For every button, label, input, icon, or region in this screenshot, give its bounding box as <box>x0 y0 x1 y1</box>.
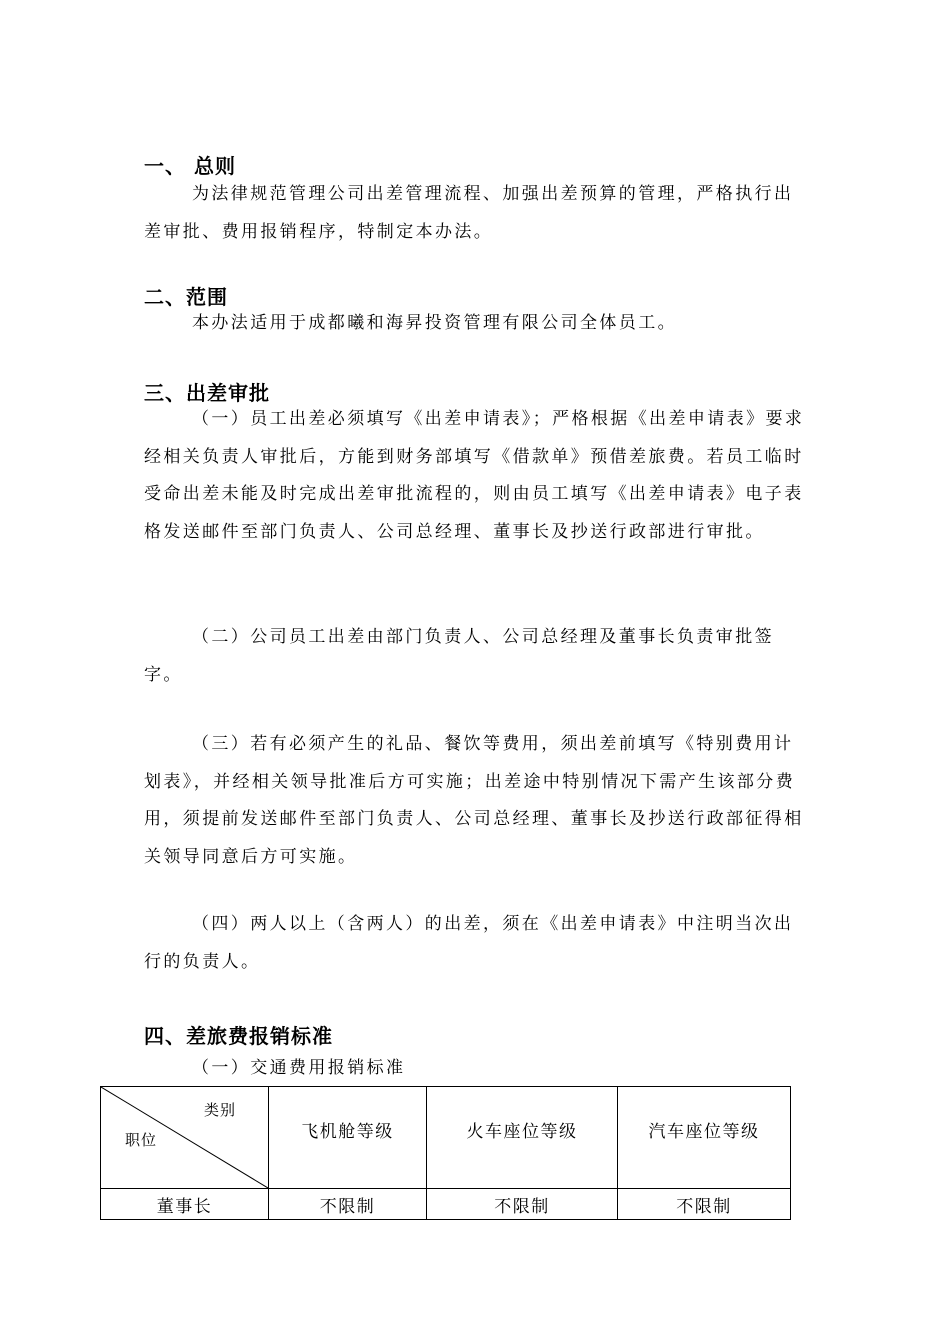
section-3-item-4: （四）两人以上（含两人）的出差，须在《出差申请表》中注明当次出行的负责人。 <box>144 914 794 972</box>
table-corner-cell <box>101 1087 269 1189</box>
table-row <box>101 1189 791 1220</box>
corner-category-label: 类别 <box>203 1101 236 1119</box>
corner-position-label: 职位 <box>125 1131 158 1149</box>
section-2-heading: 二、范围 <box>144 285 228 309</box>
section-1-paragraph: 为法律规范管理公司出差管理流程、加强出差预算的管理，严格执行出差审批、费用报销程序，特制定本办法。 <box>144 184 794 242</box>
row-cell: 不限制 <box>618 1189 791 1220</box>
section-3-item-1: （一）员工出差必须填写《出差申请表》；严格根据《出差申请表》要求经相关负责人审批后，方能到财务部填写《借款单》预借差旅费。若员工临时受命出差未能及时完成出差审批流程的，则由员工填写《出差申请表》电子表格发送邮件至部门负责人、公司总经理、董事长及抄送行政部进行审批。 <box>144 409 805 542</box>
header-bus-seat: 汽车座位等级 <box>648 1122 760 1142</box>
section-3-heading: 三、出差审批 <box>144 381 270 405</box>
table-header-cell <box>618 1087 791 1189</box>
section-3-item-2: （二）公司员工出差由部门负责人、公司总经理及董事长负责审批签字。 <box>144 627 774 685</box>
section-1-heading: 一、 总则 <box>144 154 236 178</box>
table-header-cell <box>269 1087 427 1189</box>
section-3-item-3: （三）若有必须产生的礼品、餐饮等费用，须出差前填写《特别费用计划表》，并经相关领导批准后方可实施；出差途中特别情况下需产生该部分费用，须提前发送邮件至部门负责人、公司总经理、董事长及抄送行政部征得相关领导同意后方可实施。 <box>144 734 804 867</box>
row-cell: 不限制 <box>269 1189 427 1220</box>
travel-standard-table <box>100 1086 791 1220</box>
row-position: 董事长 <box>101 1189 269 1220</box>
header-train-seat: 火车座位等级 <box>466 1122 578 1142</box>
row-cell: 不限制 <box>427 1189 618 1220</box>
section-4-heading: 四、差旅费报销标准 <box>144 1024 333 1048</box>
table-header-cell <box>427 1087 618 1189</box>
section-2-paragraph: 本办法适用于成都曦和海昇投资管理有限公司全体员工。 <box>192 313 677 333</box>
section-4-subheading: （一）交通费用报销标准 <box>192 1058 406 1078</box>
header-flight-class: 飞机舱等级 <box>301 1122 394 1142</box>
